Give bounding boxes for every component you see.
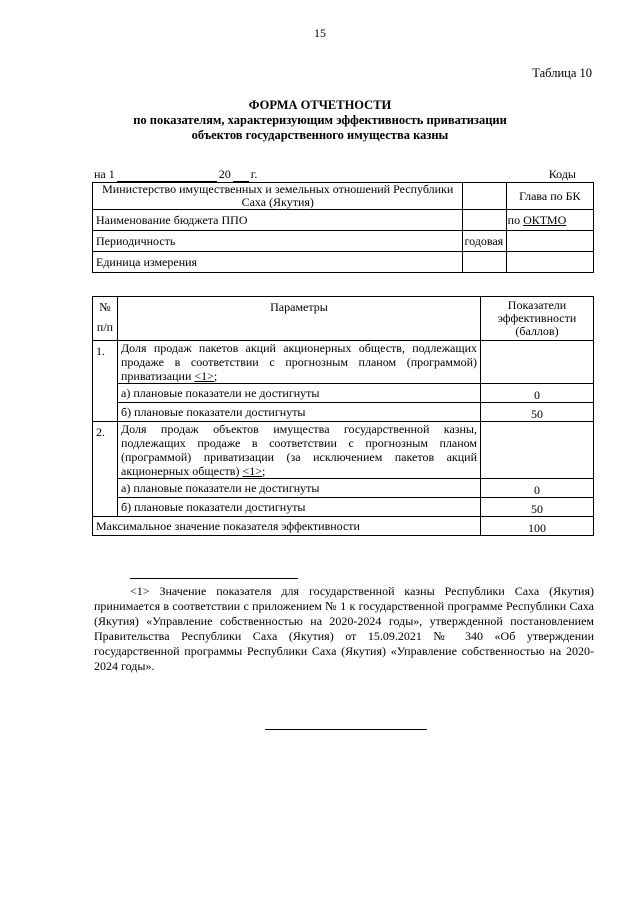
header-values-cell: Показатели эффективности (баллов) — [481, 297, 594, 341]
row1-param — [118, 341, 481, 384]
oktmo-cell — [506, 210, 593, 231]
periodicity-row — [93, 231, 594, 252]
ministry-cell: Министерство имущественных и земельных отношений Республики Саха (Якутия) — [93, 183, 463, 210]
unit-label-cell: Единица измерения — [93, 252, 463, 273]
budget-name-cell: Наименование бюджета ППО — [93, 210, 463, 231]
unit-code-cell — [463, 252, 506, 273]
row2a-label: а) плановые показатели не достигнуты — [118, 479, 481, 498]
table-row — [93, 422, 594, 479]
row2a-value: 0 — [481, 479, 594, 498]
header-params-cell: Параметры — [118, 297, 481, 341]
row1b-label: б) плановые показатели достигнуты — [118, 403, 481, 422]
title-line-2: по показателям, характеризующим эффективность приватизации — [133, 113, 507, 127]
row1a-value: 0 — [481, 384, 594, 403]
header-num-line2: п/п — [96, 320, 114, 334]
row2-text: Доля продаж объектов имущества государственной казны, подлежащих продаже в соответствии с прогнозным планом (программой) приватизации (за исключением пакетов акций акционерных обществ) — [121, 422, 477, 478]
table-header-row — [93, 297, 594, 341]
table-row — [93, 341, 594, 384]
date-line — [94, 167, 594, 183]
row2-value — [481, 422, 594, 479]
footnote-text: <1> Значение показателя для государственной казны Республики Саха (Якутия) принимается в соответствии с приложением № 1 к государственной программе Республики Саха (Якутия) «Управление собственностью на 2020-2024 годы», утвержденной постановлением Правительства Республики Саха (Якутия) от 15.09.2021 № 340 «Об утверждении государственной программы Республики Саха (Якутия) «Управление собственностью на 2020-2024 годы». — [94, 584, 594, 673]
row2-num: 2. — [93, 422, 118, 517]
date-field — [94, 167, 257, 182]
table-row — [93, 403, 594, 422]
budget-code-cell — [463, 210, 506, 231]
date-prefix: на 1 — [94, 167, 115, 181]
row1-value — [481, 341, 594, 384]
row1-num: 1. — [93, 341, 118, 422]
max-value: 100 — [481, 517, 594, 536]
row1-text: Доля продаж пакетов акций акционерных обществ, подлежащих продаже в соответствии с прогнозным планом (программой) приватизации — [121, 341, 477, 383]
header-num-cell — [93, 297, 118, 341]
row2-footnote-ref[interactable]: <1> — [242, 464, 262, 478]
row2b-label: б) плановые показатели достигнуты — [118, 498, 481, 517]
date-suffix: г. — [250, 167, 258, 181]
page-number: 15 — [314, 26, 326, 40]
end-divider — [265, 729, 427, 730]
table-row — [93, 384, 594, 403]
date-blank — [117, 169, 217, 182]
table-row — [93, 517, 594, 536]
row2-tail: ; — [261, 464, 266, 478]
periodicity-label-cell: Периодичность — [93, 231, 463, 252]
indicators-table — [92, 296, 594, 536]
max-label: Максимальное значение показателя эффективности — [93, 517, 481, 536]
row2b-value: 50 — [481, 498, 594, 517]
oktmo-link[interactable]: ОКТМО — [523, 212, 567, 227]
row1-footnote-ref[interactable]: <1> — [194, 369, 214, 383]
codes-label: Коды — [548, 167, 576, 181]
oktmo-prefix: по — [507, 212, 524, 227]
periodicity-code-cell — [506, 231, 593, 252]
header-table — [92, 182, 594, 273]
row2-param — [118, 422, 481, 479]
row1-tail: ; — [213, 369, 218, 383]
row1b-value: 50 — [481, 403, 594, 422]
header-num-line1: № — [99, 300, 111, 314]
title-line-1: ФОРМА ОТЧЕТНОСТИ — [248, 98, 392, 112]
unit-value-cell — [506, 252, 593, 273]
table-label: Таблица 10 — [532, 66, 592, 80]
form-title — [0, 98, 640, 143]
title-line-3: объектов государственного имущества казны — [191, 128, 449, 142]
ministry-row — [93, 183, 594, 210]
periodicity-value-cell: годовая — [463, 231, 506, 252]
footnote-divider — [130, 578, 298, 579]
year-prefix: 20 — [218, 167, 231, 181]
year-blank — [233, 169, 249, 182]
row1a-label: а) плановые показатели не достигнуты — [118, 384, 481, 403]
unit-row — [93, 252, 594, 273]
table-row — [93, 479, 594, 498]
bk-label-cell: Глава по БК — [506, 183, 593, 210]
ministry-code-cell — [463, 183, 506, 210]
budget-row — [93, 210, 594, 231]
table-row — [93, 498, 594, 517]
